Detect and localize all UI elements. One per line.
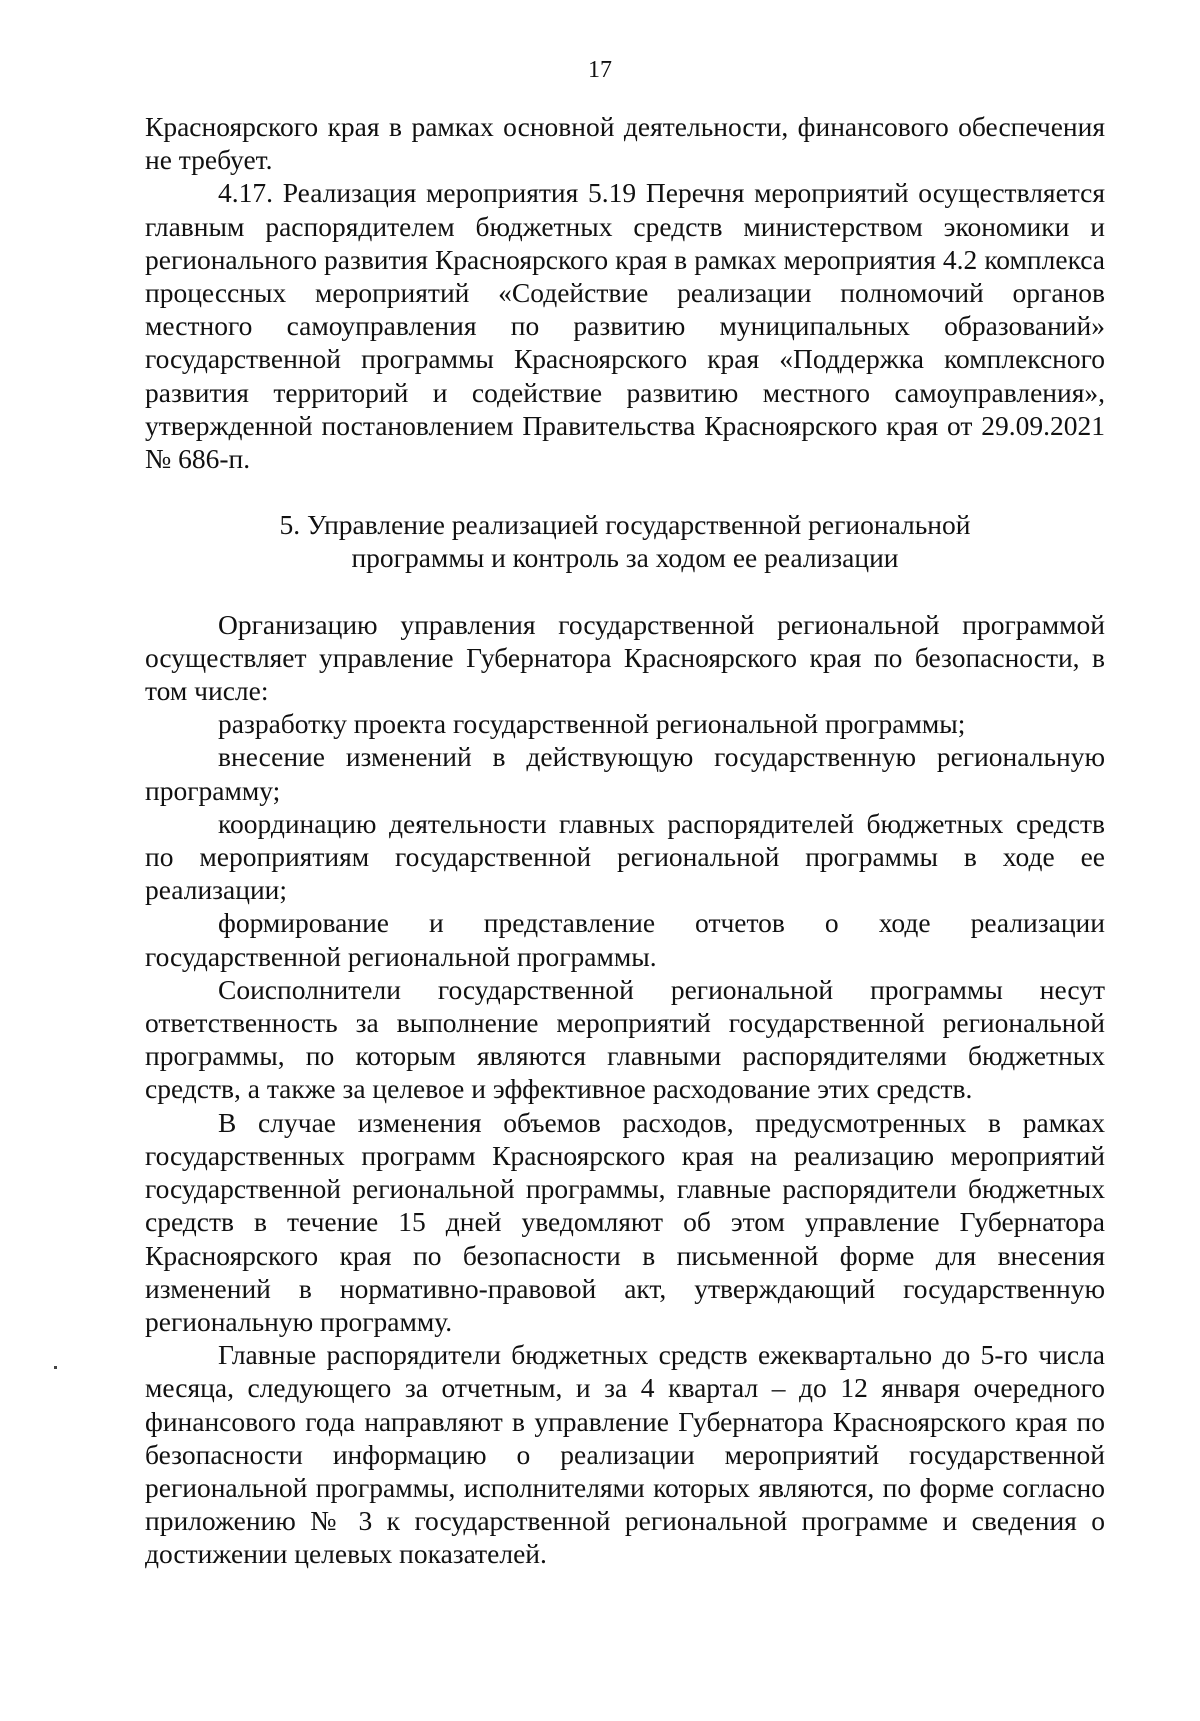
paragraph-quarterly-reports: Главные распорядители бюджетных средств ежеквартально до 5-го числа месяца, следующего за отчетным, и за 4 квартал – до 12 января очередного финансового года направляют в управление Губернатора Красноярского края по безопасности информацию о реализации мероприятий государственной региональной программы, исполнителями которых являются, по форме согласно приложению № 3 к государственной региональной программе и сведения о достижении целевых показателей. [145, 1339, 1105, 1570]
scan-artifact [54, 1366, 57, 1369]
section-title-line-2: программы и контроль за ходом ее реализации [351, 542, 899, 574]
paragraph-4-17: 4.17. Реализация мероприятия 5.19 Перечня мероприятий осуществляется главным распорядителем бюджетных средств министерством экономики и регионального развития Красноярского края в рамках мероприятия 4.2 комплекса процессных мероприятий «Содействие реализации полномочий органов местного самоуправления по развитию муниципальных образований» государственной программы Красноярского края «Поддержка комплексного развития территорий и содействие развитию местного самоуправления», утвержденной постановлением Правительства Красноярского края от 29.09.2021 № 686-п. [145, 177, 1105, 475]
section-title-line-1: 5. Управление реализацией государственной региональной [279, 509, 971, 541]
paragraph-organization: Организацию управления государственной региональной программой осуществляет управление Губернатора Красноярского края по безопасности, в том числе: [145, 608, 1105, 707]
paragraph-expense-changes: В случае изменения объемов расходов, предусмотренных в рамках государственных программ Красноярского края на реализацию мероприятий государственной региональной программы, главные распорядители бюджетных средств в течение 15 дней уведомляют об этом управление Губернатора Красноярского края по безопасности в письменной форме для внесения изменений в нормативно-правовой акт, утверждающий государственную региональную программу. [145, 1106, 1105, 1337]
paragraph-continuation: Красноярского края в рамках основной деятельности, финансового обеспечения не требует. [145, 111, 1105, 176]
list-item-coordination: координацию деятельности главных распорядителей бюджетных средств по мероприятиям государственной региональной программы в ходе ее реализации; [145, 807, 1105, 906]
list-item-reporting: формирование и представление отчетов о ходе реализации государственной региональной программы. [145, 907, 1105, 972]
list-item-amendments: внесение изменений в действующую государственную региональную программу; [145, 741, 1105, 806]
paragraph-co-executors: Соисполнители государственной региональной программы несут ответственность за выполнение мероприятий государственной региональной программы, по которым являются главными распорядителями бюджетных средств, а также за целевое и эффективное расходование этих средств. [145, 973, 1105, 1105]
document-body [145, 110, 1105, 1571]
list-item-development: разработку проекта государственной региональной программы; [218, 708, 966, 740]
section-title [145, 508, 1105, 574]
page-number: 17 [588, 57, 612, 83]
